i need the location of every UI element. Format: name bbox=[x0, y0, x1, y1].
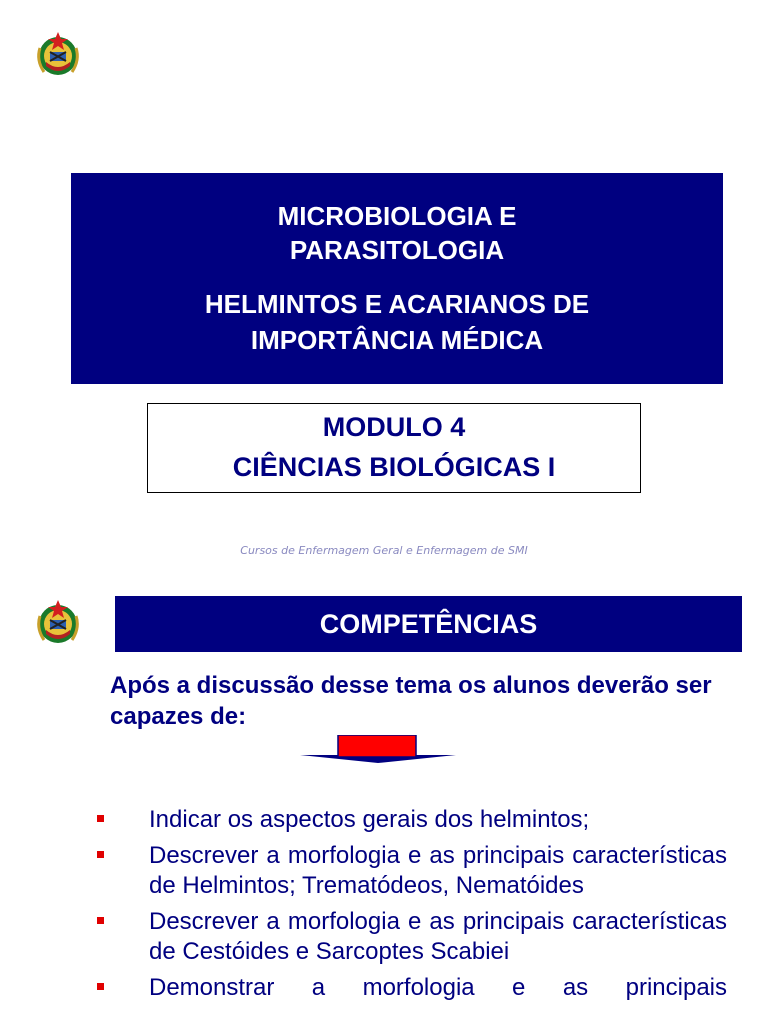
square-bullet-icon bbox=[97, 983, 104, 990]
down-arrow-icon bbox=[300, 735, 456, 763]
slide-title: MICROBIOLOGIA E PARASITOLOGIA bbox=[277, 201, 517, 265]
intro-text: Após a discussão desse tema os alunos deverão ser capazes de: bbox=[110, 672, 712, 730]
list-item-text: Indicar os aspectos gerais dos helmintos; bbox=[149, 806, 590, 833]
mozambique-emblem-icon bbox=[32, 28, 84, 80]
title-box bbox=[71, 173, 723, 384]
square-bullet-icon bbox=[97, 815, 104, 822]
mozambique-emblem-icon bbox=[32, 596, 84, 648]
competencies-list bbox=[97, 805, 727, 1009]
list-item bbox=[97, 973, 727, 1003]
module-label: MODULO 4 bbox=[322, 412, 466, 442]
list-item-text: Descrever a morfologia e as principais características de Cestóides e Sarcoptes Scabiei bbox=[149, 908, 727, 965]
list-item bbox=[97, 907, 727, 967]
competencias-heading: COMPETÊNCIAS bbox=[115, 596, 742, 652]
list-item-text: Descrever a morfologia e as principais características de Helmintos; Trematódeos, Nematóides bbox=[149, 842, 727, 899]
square-bullet-icon bbox=[97, 851, 104, 858]
slide-subtitle: HELMINTOS E ACARIANOS DE IMPORTÂNCIA MÉDICA bbox=[204, 289, 590, 355]
list-item-text: Demonstrar a morfologia e as principais bbox=[149, 974, 727, 1001]
course-label: CIÊNCIAS BIOLÓGICAS I bbox=[232, 452, 556, 482]
list-item bbox=[97, 841, 727, 901]
module-box bbox=[147, 403, 641, 493]
list-item bbox=[97, 805, 727, 835]
square-bullet-icon bbox=[97, 917, 104, 924]
footer-note: Cursos de Enfermagem Geral e Enfermagem de SMI bbox=[240, 544, 528, 557]
